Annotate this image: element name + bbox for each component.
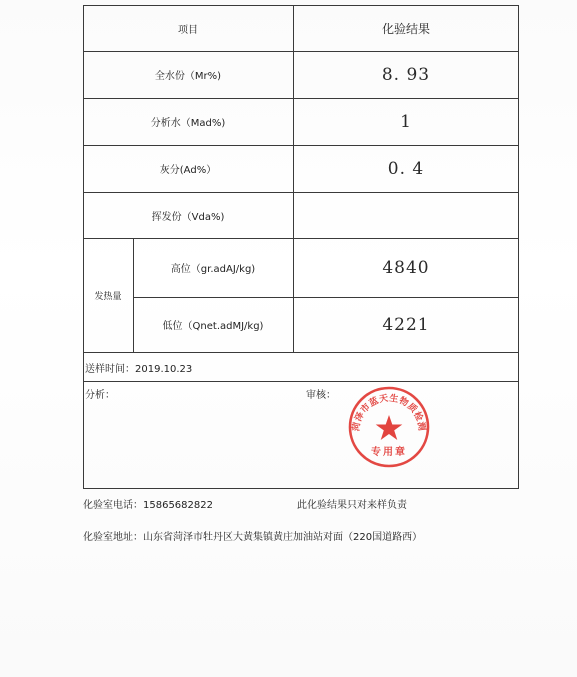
row-label-volatile: 挥发份（Vda%) xyxy=(151,211,225,223)
send-time: 送样时间：2019.10.23 xyxy=(85,364,193,375)
lab-phone: 化验室电话：15865682822 xyxy=(83,500,213,511)
official-seal xyxy=(347,385,431,469)
row-value-total-moisture: 8. 93 xyxy=(381,64,431,85)
row-value-ash: 0. 4 xyxy=(387,158,425,179)
review-label: 审核： xyxy=(306,390,336,401)
row-value-volatile xyxy=(293,192,519,238)
heat-group-label: 发热量 xyxy=(94,291,122,302)
header-result: 化验结果 xyxy=(381,21,430,36)
lab-address: 化验室地址：山东省菏泽市牡丹区大黄集镇黄庄加油站对面（220国道路西） xyxy=(83,532,423,543)
header-item: 项目 xyxy=(178,24,198,36)
heat-high-value: 4840 xyxy=(382,257,430,278)
disclaimer: 此化验结果只对来样负责 xyxy=(297,500,407,511)
svg-text:菏泽市蓝天生物质检测: 菏泽市蓝天生物质检测 xyxy=(351,393,427,432)
heat-high-label: 高位（gr.adAJ/kg) xyxy=(170,264,256,275)
row-label-ash: 灰分(Ad%） xyxy=(159,165,217,176)
svg-text:专用章: 专用章 xyxy=(371,447,407,458)
table-rule xyxy=(83,352,519,353)
row-label-total-moisture: 全水份（Mr%) xyxy=(154,71,222,82)
analysis-label: 分析： xyxy=(85,390,115,401)
heat-low-label: 低位（Qnet.adMJ/kg) xyxy=(162,321,264,332)
table-rule xyxy=(83,381,519,382)
row-label-analysis-moisture: 分析水（Mad%) xyxy=(150,118,226,129)
heat-low-value: 4221 xyxy=(382,314,430,335)
row-value-analysis-moisture: 1 xyxy=(400,111,412,132)
seal-star-icon xyxy=(376,415,403,440)
